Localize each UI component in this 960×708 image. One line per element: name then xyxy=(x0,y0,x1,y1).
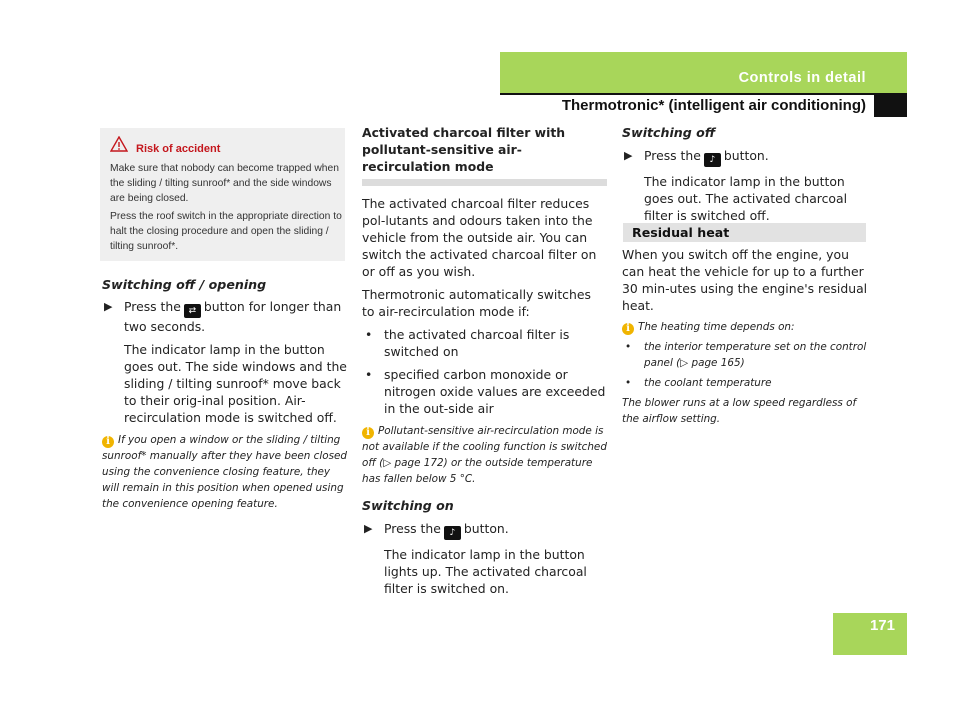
warning-triangle-icon xyxy=(110,136,130,157)
info-note: i The heating time depends on: xyxy=(622,319,869,335)
instruction-step xyxy=(102,298,347,426)
step-result: The indicator lamp in the button lights up. The activated charcoal filter is switched on. xyxy=(384,547,587,596)
section-title: Controls in detail xyxy=(738,70,866,86)
step-result: The indicator lamp in the button goes out. The activated charcoal filter is switched off. xyxy=(644,174,848,223)
charcoal-filter-button-icon: ♪ xyxy=(704,153,721,167)
info-note-tail: The blower runs at a low speed regardless of the airflow setting. xyxy=(622,397,857,425)
warning-paragraph-2: Press the roof switch in the appropriate direction to halt the closing procedure and open the sliding / tilting sunroof*. xyxy=(110,211,342,252)
warning-header xyxy=(110,136,220,157)
info-note xyxy=(102,432,347,512)
step-text-cont: button for longer than two seconds. xyxy=(124,299,342,334)
residual-heat-text: When you switch off the engine, you can heat the vehicle for up to a further 30 min-utes using the engine's residual heat. xyxy=(622,247,868,313)
switching-on-heading: Switching on xyxy=(362,498,454,513)
instruction-step: ▶ Press the ♪ button. The indicator lamp in the button lights up. The activated charcoal filter is switched on. xyxy=(362,520,607,597)
list-item: • specified carbon monoxide or nitrogen oxide values are exceeded in the out-side air xyxy=(365,367,606,416)
warning-title: Risk of accident xyxy=(136,143,221,155)
switching-off-heading: Switching off xyxy=(622,125,716,140)
arrow-bullet-icon: ▶ xyxy=(104,300,113,313)
info-note-text: Pollutant-sensitive air-recirculation mode is not available if the cooling function is switched off (▷ page 172) or the outside temperature has fallen below 5 °C. xyxy=(362,425,607,485)
paragraph: The activated charcoal filter reduces pol-lutants and odours taken into the vehicle from the outside air. You can switch the activated charcoal filter on or off as you wish. xyxy=(362,196,597,279)
warning-paragraph-1: Make sure that nobody can become trapped when the sliding / tilting sunroof* and the side windows are being closed. xyxy=(110,163,339,204)
residual-heat-heading: Residual heat xyxy=(632,225,730,240)
column-3 xyxy=(622,124,867,224)
charcoal-filter-button-icon: ♪ xyxy=(444,526,461,540)
info-icon: i xyxy=(102,436,114,448)
note-list-item: • the coolant temperature xyxy=(625,377,772,389)
info-note xyxy=(362,423,607,487)
info-icon: i xyxy=(622,323,634,335)
header-black-tab xyxy=(874,93,907,117)
step-result: The indicator lamp in the button goes out. The side windows and the sliding / tilting sunroof* move back to their orig-inal position. Air-recirculation mode is switched off. xyxy=(124,342,347,425)
arrow-bullet-icon: ▶ xyxy=(624,149,633,162)
switching-off-opening-heading: Switching off / opening xyxy=(102,277,267,292)
convenience-button-icon: ⇄ xyxy=(184,304,201,318)
header-rule xyxy=(500,93,907,95)
info-note-text: If you open a window or the sliding / tilting sunroof* manually after they have been closed using the convenience closing feature, they will remain in this position when opened using the convenience opening feature. xyxy=(102,434,347,510)
paragraph: Thermotronic automatically switches to air-recirculation mode if: xyxy=(362,287,591,319)
instruction-step: ▶ Press the ♪ button. The indicator lamp in the button goes out. The activated charcoal filter is switched off. xyxy=(622,147,867,224)
note-list-item: • the interior temperature set on the control panel (▷ page 165) xyxy=(625,341,867,369)
column-2 xyxy=(362,124,607,597)
heading-rule xyxy=(362,179,607,186)
step-text: Press the xyxy=(124,299,181,314)
page-number: 171 xyxy=(869,617,895,634)
warning-box xyxy=(100,128,345,261)
page-subtitle: Thermotronic* (intelligent air conditioning) xyxy=(561,97,866,114)
info-icon: i xyxy=(362,427,374,439)
list-item: • the activated charcoal filter is switched on xyxy=(365,327,570,359)
charcoal-filter-heading: Activated charcoal filter with pollutant-sensitive air-recirculation mode xyxy=(362,125,566,174)
arrow-bullet-icon: ▶ xyxy=(364,522,373,535)
column-3-lower xyxy=(622,246,869,427)
column-1 xyxy=(102,276,347,512)
